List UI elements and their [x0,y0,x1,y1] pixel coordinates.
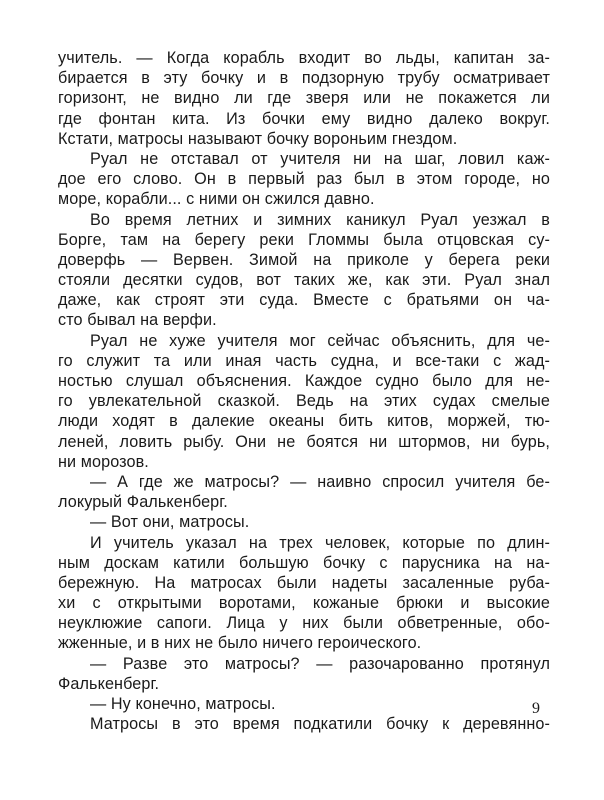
text-line: го служит та или иная часть судна, и все-таки с жад- [58,351,550,370]
text-line: учитель. — Когда корабль входит во льды, капитан за- [58,49,550,67]
text-line: где фонтан кита. Из бочки ему видно далеко вокруг. [58,109,550,128]
text-line: неуклюжие сапоги. Лица у них были обветренные, обо- [58,614,550,633]
text-line: дое его слово. Он в первый раз был в этом городе, но [58,170,550,189]
text-line: ни морозов. [58,452,149,471]
text-line: горизонт, не видно ли где зверя или не покажется ли [58,89,550,108]
page-body [58,48,550,734]
text-line: стояли десятки судов, вот таких же, как эти. Руал знал [58,271,550,290]
text-line: го увлекательной сказкой. Ведь на этих судах смелые [58,392,550,411]
text-line: — Вот они, матросы. [90,513,250,532]
text-line: Руал не хуже учителя мог сейчас объяснить, для че- [90,331,550,350]
text-line: леней, ловить рыбу. Они не боятся ни штормов, ни бурь, [58,432,550,451]
text-line: ным доскам катили большую бочку с парусника на на- [58,553,550,572]
text-line: жженные, и в них не было ничего героического. [58,634,422,653]
text-line: люди ходят в далекие океаны бить китов, моржей, тю- [58,412,550,431]
text-line: Руал не отставал от учителя ни на шаг, ловил каж- [90,149,550,168]
text-line: Борге, там на берегу реки Гломмы была отцовская су- [58,230,550,249]
text-line: бережную. На матросах были надеты засаленные руба- [58,573,550,592]
text-line: И учитель указал на трех человек, которые по длин- [90,533,550,552]
text-line: Во время летних и зимних каникул Руал уезжал в [90,210,550,229]
text-line: бирается в эту бочку и в подзорную трубу осматривает [58,69,550,88]
text-line: Кстати, матросы называют бочку вороньим гнездом. [58,129,458,148]
text-line: сто бывал на верфи. [58,311,217,330]
text-line: доверфь — Вервен. Зимой на приколе у берега реки [58,250,550,269]
text-line: хи с открытыми воротами, кожаные брюки и высокие [58,594,550,613]
text-line: море, корабли... с ними он сжился давно. [58,190,375,209]
text-line: локурый Фалькенберг. [58,493,228,512]
text-line: ностью слушал объяснения. Каждое судно было для не- [58,372,550,390]
text-line: Фалькенберг. [58,674,160,693]
text-line: даже, как строят эти суда. Вместе с братьями он ча- [58,291,550,310]
text-line: — А где же матросы? — наивно спросил учителя бе- [90,472,550,491]
text-line: — Разве это матросы? — разочарованно протянул [90,654,550,673]
text-line: Матросы в это время подкатили бочку к деревянно- [90,715,550,734]
page-number: 9 [532,700,540,717]
text-line: — Ну конечно, матросы. [90,695,276,713]
